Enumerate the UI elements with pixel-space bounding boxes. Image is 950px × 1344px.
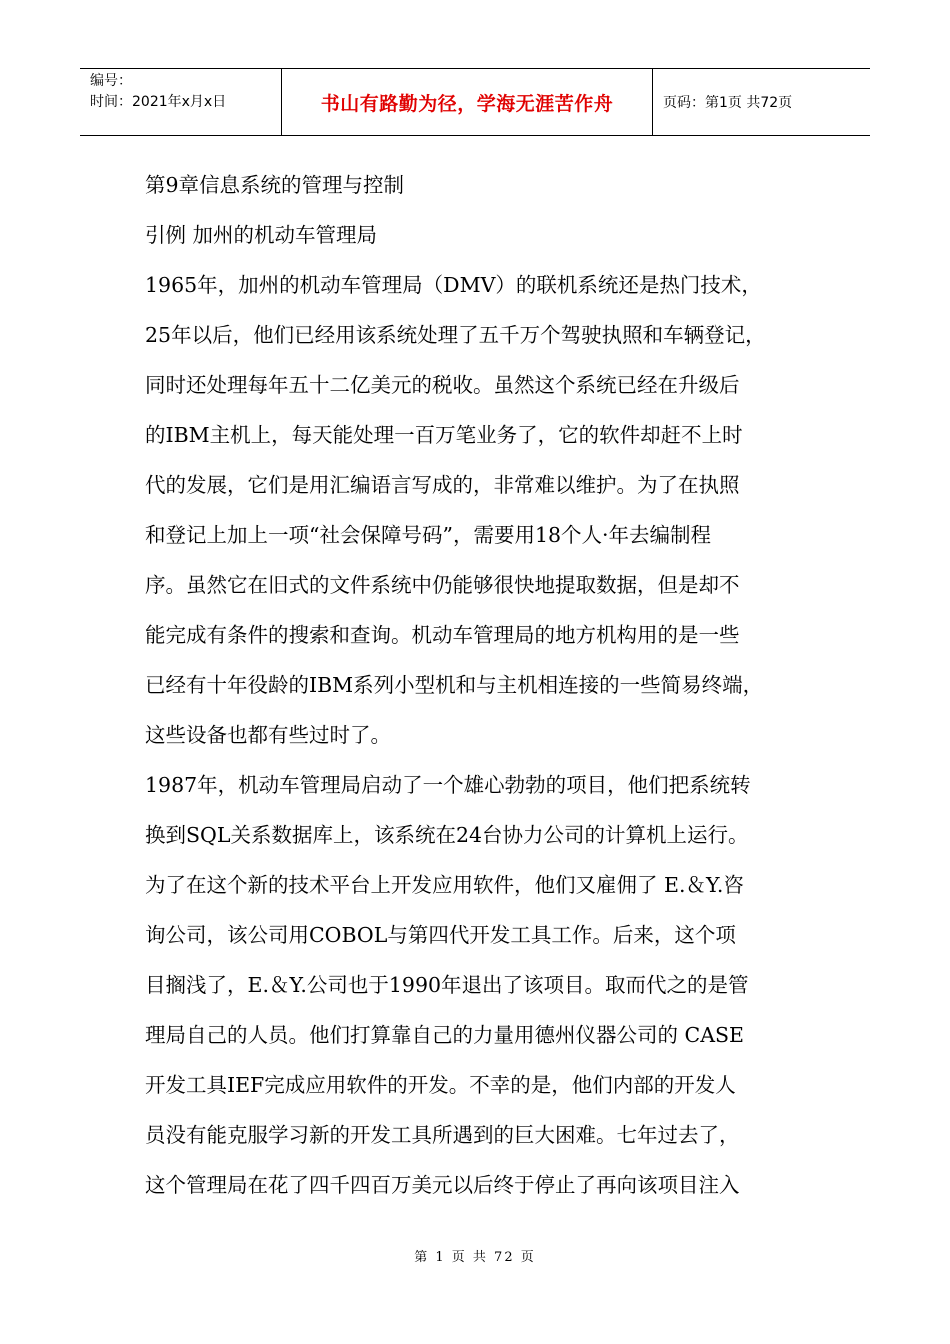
text-line: 同时还处理每年五十二亿美元的税收。虽然这个系统已经在升级后: [145, 373, 740, 397]
page-footer: 第 1 页 共 72 页: [414, 1250, 536, 1265]
chapter-title: 第9章信息系统的管理与控制: [145, 173, 405, 197]
text-line: 能完成有条件的搜索和查询。机动车管理局的地方机构用的是一些: [145, 623, 740, 647]
header-motto-cell: [282, 69, 653, 135]
text-line: 换到SQL关系数据库上，该系统在24台协力公司的计算机上运行。: [145, 823, 749, 847]
motto-text: 书山有路勤为径，学海无涯苦作舟: [320, 92, 614, 115]
text-line: 为了在这个新的技术平台上开发应用软件，他们又雇佣了 E.＆Y.咨: [145, 873, 744, 897]
text-line: 25年以后，他们已经用该系统处理了五千万个驾驶执照和车辆登记，: [145, 323, 766, 347]
header-meta-cell: [80, 69, 282, 135]
text-line: 代的发展，它们是用汇编语言写成的，非常难以维护。为了在执照: [145, 473, 740, 497]
page-number-label: 页码：第1页 共72页: [663, 95, 793, 111]
text-line: 序。虽然它在旧式的文件系统中仍能够很快地提取数据，但是却不: [145, 573, 740, 597]
text-line: 的IBM主机上，每天能处理一百万笔业务了，它的软件却赶不上时: [145, 423, 743, 447]
text-line: 和登记上加上一项“社会保障号码”，需要用18个人·年去编制程: [145, 523, 712, 547]
section-title: 引例 加州的机动车管理局: [145, 223, 378, 247]
text-line: 1987年，机动车管理局启动了一个雄心勃勃的项目，他们把系统转: [145, 773, 751, 797]
text-line: 已经有十年役龄的IBM系列小型机和与主机相连接的一些简易终端，: [145, 673, 764, 697]
text-line: 这个管理局在花了四千四百万美元以后终于停止了再向该项目注入: [145, 1173, 740, 1197]
serial-number-label: 编号：: [90, 73, 132, 89]
text-line: 1965年，加州的机动车管理局（DMV）的联机系统还是热门技术，: [145, 273, 762, 297]
text-line: 询公司，该公司用COBOL与第四代开发工具工作。后来，这个项: [145, 923, 736, 947]
text-line: 这些设备也都有些过时了。: [145, 723, 391, 747]
text-line: 开发工具IEF完成应用软件的开发。不幸的是，他们内部的开发人: [145, 1073, 736, 1097]
text-line: 理局自己的人员。他们打算靠自己的力量用德州仪器公司的 CASE: [145, 1023, 745, 1047]
text-line: 员没有能克服学习新的开发工具所遇到的巨大困难。七年过去了，: [145, 1123, 740, 1147]
header-page-cell: [653, 69, 870, 135]
document-body: [145, 160, 825, 1210]
text-line: 目搁浅了，E.＆Y.公司也于1990年退出了该项目。取而代之的是管: [145, 973, 749, 997]
document-header: [80, 68, 870, 136]
date-label: 时间：2021年x月x日: [90, 94, 227, 110]
